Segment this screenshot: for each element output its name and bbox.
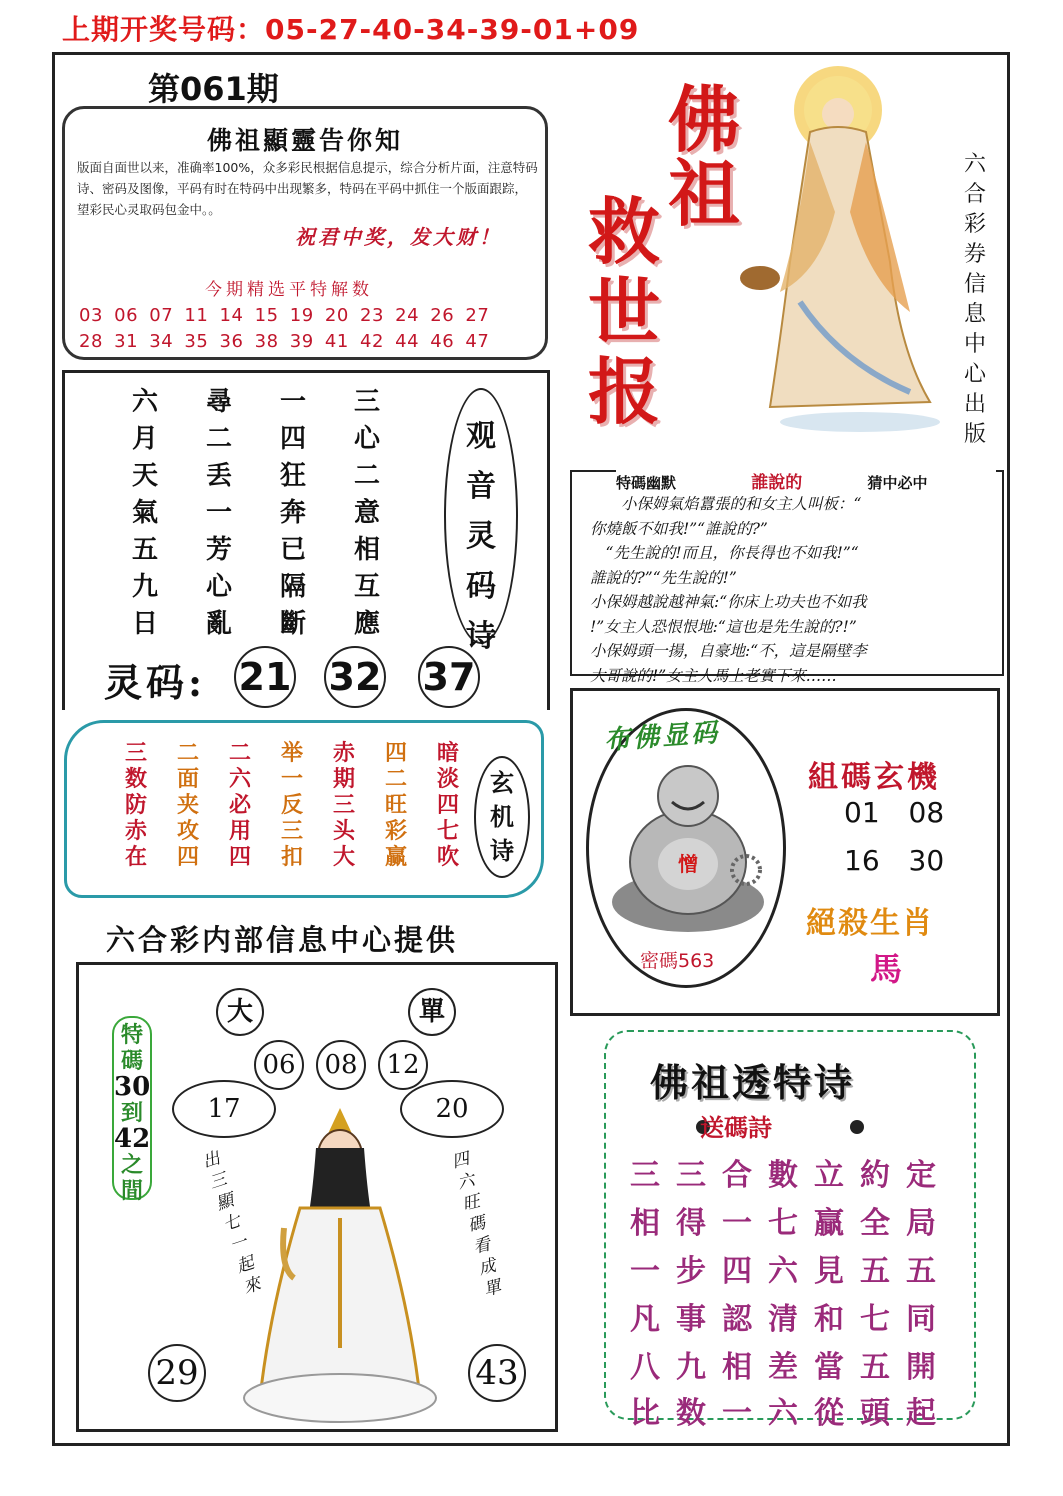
zuma-title: 組碼玄機 — [808, 760, 940, 795]
poem-char: 日 — [131, 609, 158, 639]
left-vertical-phrase: 出三顯七一起來 — [200, 1148, 264, 1299]
zuma-numbers-row: 16 30 — [844, 844, 945, 877]
buddha-title: 布佛显码 — [603, 717, 722, 757]
song-row: 一步四六見五五 — [630, 1254, 952, 1289]
xuanji-char: 赤 — [332, 740, 355, 766]
number-circle: 29 — [148, 1344, 206, 1402]
title-char: 报 — [588, 349, 661, 434]
xuanji-char: 彩 — [384, 818, 407, 844]
title-char: 救 — [588, 189, 661, 274]
buddha-seal: 憎 — [678, 852, 698, 876]
xuanji-char: 淡 — [436, 766, 459, 792]
xuanji-char: 四 — [176, 844, 199, 870]
xuanji-char: 二 — [176, 740, 199, 766]
poem-label: 观音灵码诗 — [466, 419, 496, 654]
xuanji-char: 攻 — [176, 818, 199, 844]
poem-char: 九 — [131, 572, 158, 602]
tema-range-box — [112, 1016, 152, 1204]
poem-column — [342, 384, 392, 643]
number-circle: 43 — [468, 1344, 526, 1402]
xuanji-column — [168, 740, 208, 870]
intro-body: 版面自面世以来，准确率100%，众多彩民根据信息提示，综合分析片面，注意特码诗、密码及图像，平码有时在特码中出现繁多，特码在平码中抓住一个版面跟踪，望彩民心灵取码包金中。。 — [77, 160, 538, 217]
lingma-number: 32 — [324, 646, 386, 708]
song-subtitle: 送碼詩 — [700, 1114, 772, 1142]
poem-char: 月 — [131, 424, 158, 454]
poem-char: 二 — [353, 461, 380, 491]
title-char: 世 — [588, 269, 661, 354]
lingma-number: 37 — [418, 646, 480, 708]
joke-line: 小保姆氣焰囂張的和女主人叫板：“ — [590, 495, 862, 513]
xuanji-char: 四 — [384, 740, 407, 766]
xuanji-char: 扣 — [280, 844, 303, 870]
lingma-label: 灵码: — [104, 660, 207, 705]
number-circle: 12 — [378, 1040, 428, 1090]
poem-label-oval — [444, 388, 518, 654]
xuanji-char: 吹 — [436, 844, 459, 870]
xuanji-char: 必 — [228, 792, 251, 818]
poem-char: 三 — [353, 387, 380, 417]
xuanji-char: 夹 — [176, 792, 199, 818]
poem-char: 意 — [353, 498, 380, 528]
joke-header — [616, 468, 996, 493]
xuanji-char: 二 — [228, 740, 251, 766]
xuanji-char: 六 — [228, 766, 251, 792]
poem-char: 天 — [131, 461, 158, 491]
xuanji-char: 头 — [332, 818, 355, 844]
tema-number: 30 — [114, 1072, 151, 1102]
single-circle: 單 — [408, 988, 456, 1036]
song-row: 比数一六從頭起 — [630, 1396, 952, 1431]
tema-char: 之 — [120, 1152, 143, 1178]
xuanji-column — [116, 740, 156, 870]
joke-header-right: 猜中必中 — [867, 474, 928, 492]
poem-char: 六 — [131, 387, 158, 417]
xuanji-char: 反 — [280, 792, 303, 818]
xuanji-char: 暗 — [436, 740, 459, 766]
poem-char: 一 — [279, 387, 306, 417]
xuanji-char: 四 — [228, 844, 251, 870]
poem-column — [120, 384, 170, 643]
poem-column — [194, 384, 244, 643]
joke-line: 小保姆頭一揚，自豪地:“不，這是隔壁李 — [590, 642, 867, 660]
joke-line: 小保姆越說越神氣:“你床上功夫也不如我 — [590, 593, 867, 611]
juesha-value: 馬 — [870, 950, 903, 988]
title-char: 祖 — [668, 151, 741, 236]
xuanji-char: 三 — [280, 818, 303, 844]
poem-column — [268, 384, 318, 643]
guanyin-seated-illustration — [240, 1098, 440, 1428]
xuanji-char: 赢 — [384, 844, 407, 870]
xuanji-char: 三 — [332, 792, 355, 818]
number-circle: 06 — [254, 1040, 304, 1090]
xuanji-char: 数 — [124, 766, 147, 792]
joke-header-left: 特碼幽默 — [616, 474, 677, 492]
juesha-title: 絕殺生肖 — [806, 906, 934, 941]
issue-number: 第061期 — [148, 70, 279, 108]
right-vertical-phrase: 四六旺碼看成單 — [449, 1148, 504, 1301]
secret-code: 密碼563 — [640, 950, 715, 972]
xuanji-char: 用 — [228, 818, 251, 844]
intro-title: 佛祖顯靈告你知 — [206, 126, 403, 155]
xuanji-char: 在 — [124, 844, 147, 870]
xuanji-char: 期 — [332, 766, 355, 792]
intro-box — [62, 106, 548, 360]
tema-char: 特 — [120, 1022, 143, 1048]
xuanji-char: 旺 — [384, 792, 407, 818]
poem-char: 丢 — [205, 461, 232, 491]
poem-char: 心 — [205, 572, 232, 602]
xuanji-label: 玄机诗 — [490, 768, 514, 865]
joke-line: 你燒飯不如我!”“誰說的?” — [590, 519, 768, 538]
song-row: 凡事認清和七同 — [630, 1302, 952, 1337]
song-title: 佛祖透特诗 — [650, 1060, 856, 1105]
joke-box — [570, 470, 1004, 685]
tema-char: 間 — [120, 1178, 143, 1204]
numbers-row: 28 31 34 35 36 38 39 41 42 44 46 47 — [79, 331, 490, 352]
number-circle: 08 — [316, 1040, 366, 1090]
xuanji-char: 三 — [124, 740, 147, 766]
tema-range — [114, 1022, 150, 1204]
joke-body — [590, 492, 1002, 688]
intro-wish: 祝君中奖，发大财！ — [295, 225, 502, 249]
poem-char: 五 — [131, 535, 158, 565]
joke-line: !”女主人恐恨恨地:“這也是先生說的?!” — [590, 617, 857, 636]
tema-number: 42 — [114, 1124, 151, 1154]
poem-char: 已 — [279, 535, 306, 565]
lingma-number: 21 — [234, 646, 296, 708]
poem-char: 一 — [205, 498, 232, 528]
bullet-dot — [850, 1120, 864, 1134]
poem-char: 尋 — [205, 387, 232, 417]
right-number-oval: 20 — [400, 1080, 504, 1138]
song-row: 三三合數立約定 — [630, 1158, 952, 1193]
xuanji-column — [324, 740, 364, 870]
xuanji-char: 一 — [280, 766, 303, 792]
poem-char: 隔 — [279, 572, 306, 602]
big-circle: 大 — [216, 988, 264, 1036]
guanyin-standing-illustration — [740, 62, 950, 434]
joke-line: 誰說的?”“先生說的!” — [590, 568, 737, 587]
joke-line: “先生說的!而且，你長得也不如我!”“ — [590, 544, 859, 562]
laughing-buddha-illustration — [606, 752, 770, 938]
poem-char: 相 — [353, 535, 380, 565]
intro-subtitle: 今期精选平特解数 — [205, 280, 373, 300]
joke-header-mid: 誰說的 — [751, 473, 803, 493]
poem-char: 氣 — [131, 498, 158, 528]
poem-char: 互 — [353, 572, 380, 602]
poem-char: 斷 — [279, 609, 306, 639]
title-char: 佛 — [668, 77, 741, 162]
xuanji-column — [220, 740, 260, 870]
publisher-vertical: 六合彩券信息中心出版 — [963, 152, 986, 447]
song-row: 八九相差當五開 — [630, 1350, 952, 1385]
last-draw-numbers: 上期开奖号码：05-27-40-34-39-01+09 — [62, 13, 640, 46]
poem-char: 奔 — [279, 498, 306, 528]
xuanji-char: 四 — [436, 792, 459, 818]
xuanji-char: 防 — [124, 792, 147, 818]
joke-line: 大哥說的!”女主人馬上老實下來…… — [590, 666, 837, 685]
tema-char: 碼 — [120, 1048, 143, 1074]
xuanji-char: 二 — [384, 766, 407, 792]
tema-char: 到 — [120, 1100, 143, 1126]
xuanji-char: 大 — [332, 844, 355, 870]
poem-char: 心 — [353, 424, 380, 454]
zuma-numbers-row: 01 08 — [844, 796, 945, 829]
poem-char: 芳 — [205, 535, 232, 565]
song-row: 相得一七贏全局 — [630, 1206, 952, 1241]
xuanji-char: 七 — [436, 818, 459, 844]
numbers-row: 03 06 07 11 14 15 19 20 23 24 26 27 — [79, 305, 490, 326]
poem-char: 二 — [205, 424, 232, 454]
xuanji-column — [376, 740, 416, 870]
xuanji-column — [428, 740, 468, 870]
left-number-oval: 17 — [172, 1080, 276, 1138]
xuanji-char: 赤 — [124, 818, 147, 844]
poem-char: 四 — [279, 424, 306, 454]
poem-char: 亂 — [205, 609, 232, 639]
xuanji-column — [272, 740, 312, 870]
poem-char: 應 — [353, 609, 380, 639]
poem-char: 狂 — [279, 461, 306, 491]
xuanji-char: 面 — [176, 766, 199, 792]
xuanji-char: 举 — [280, 740, 303, 766]
xuanji-label-oval — [474, 756, 530, 878]
provider-line: 六合彩内部信息中心提供 — [106, 923, 459, 957]
